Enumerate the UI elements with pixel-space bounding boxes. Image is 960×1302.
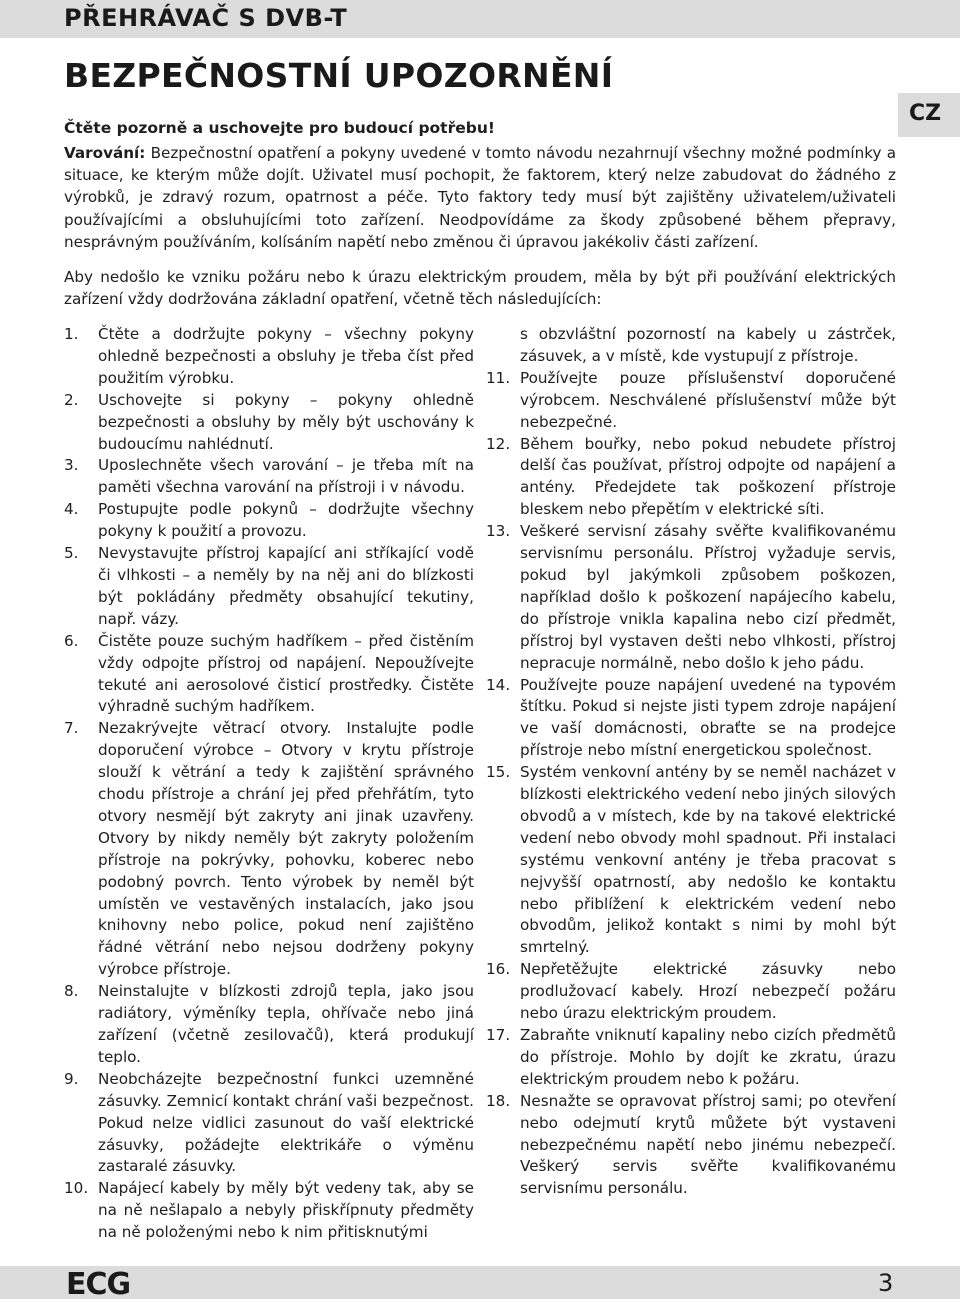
item-number: 12. xyxy=(486,434,511,453)
footer-band xyxy=(0,1266,960,1299)
list-item xyxy=(64,455,474,499)
item-text: Používejte pouze příslušenství doporučené výrobcem. Neschválené příslušenství může být nebezpečné. xyxy=(520,368,896,431)
list-item xyxy=(64,390,474,456)
item-text: Uposlechněte všech varování – je třeba mít na paměti všechna varování na přístroji i v návodu. xyxy=(98,456,474,497)
item-text: Čistěte pouze suchým hadříkem – před čistěním vždy odpojte přístroj od napájení. Nepoužívejte tekuté ani aerosolové čisticí prostředky. Čistěte výhradně suchým hadříkem. xyxy=(98,631,474,716)
language-tab xyxy=(898,93,960,137)
item-number: 8. xyxy=(64,982,79,1001)
intro-paragraph: Aby nedošlo ke vzniku požáru nebo k úrazu elektrickým proudem, měla by být při používání elektrických zařízení vždy dodržována základní opatření, včetně těch následujících: xyxy=(64,268,896,309)
list-item xyxy=(64,631,474,719)
item-number: 18. xyxy=(486,1091,511,1110)
item-number: 11. xyxy=(486,368,511,387)
item-number: 1. xyxy=(64,325,79,343)
list-item xyxy=(64,718,474,981)
item-text: Nepřetěžujte elektrické zásuvky nebo prodlužovací kabely. Hrozí nebezpečí požáru nebo úrazu elektrickým proudem. xyxy=(520,960,896,1023)
item-text: Postupujte podle pokynů – dodržujte všechny pokyny k použití a provozu. xyxy=(98,500,474,541)
item-number: 3. xyxy=(64,456,79,475)
subtitle: Čtěte pozorně a uschovejte pro budoucí potřebu! xyxy=(64,119,495,137)
item-number: 16. xyxy=(486,960,511,979)
page-title: BEZPEČNOSTNÍ UPOZORNĚNÍ xyxy=(64,56,614,95)
item-number: 17. xyxy=(486,1026,511,1044)
item-text: Používejte pouze napájení uvedené na typovém štítku. Pokud si nejste jisti typem zdroje napájení ve vaší domácnosti, obraťte se na prodejce přístroje nebo místní energetickou společnost. xyxy=(520,675,896,760)
item-text: Nesnažte se opravovat přístroj sami; po otevření nebo odejmutí krytů můžete být vystaveni nebezpečnému napětí nebo jinému nebezpečí. Veškerý servis svěřte kvalifikovanému servisnímu personálu. xyxy=(520,1091,896,1198)
item-text: Uschovejte si pokyny – pokyny ohledně bezpečnosti a obsluhy by měly být uschovány k budoucímu nahlédnutí. xyxy=(98,390,474,453)
list-item xyxy=(486,434,896,522)
item-number: 5. xyxy=(64,544,79,563)
list-item xyxy=(486,1091,896,1201)
right-column xyxy=(486,324,896,1200)
list-item xyxy=(486,959,896,1025)
item-text: Neobcházejte bezpečnostní funkci uzemněné zásuvky. Zemnicí kontakt chrání vaši bezpečnost. Pokud nelze vidlici zasunout do vaší elektrické zásuvky, požádejte elektrikáře o výměnu zastaralé zásuvky. xyxy=(98,1069,474,1176)
list-item xyxy=(64,543,474,631)
item-text: Nevystavujte přístroj kapající ani stříkající vodě či vlhkosti – a neměly by na něj ani do blízkosti být pokládány předměty obsahující tekutiny, např. vázy. xyxy=(98,544,474,628)
item-text: Systém venkovní antény by se neměl nacházet v blízkosti elektrického vedení nebo jiných silových obvodů a v místech, kde by na takové elektrické vedení nebo obvody mohl spadnout. Při instalaci systému venkovní antény je třeba pracovat s nejvyšší opatrností, aby nedošlo ke kontaktu nebo přiblížení k elektrickém vedení nebo obvodům, jelikož kontakt s nimi by mohl být smrtelný. xyxy=(520,763,896,957)
list-item xyxy=(486,1025,896,1091)
page-number: 3 xyxy=(878,1269,894,1297)
header-band xyxy=(0,0,960,38)
list-item xyxy=(486,762,896,959)
warning-text: Bezpečnostní opatření a pokyny uvedené v tomto návodu nezahrnují všechny možné podmínky a situace, ke kterým může dojít. Uživatel musí pochopit, že faktorem, který nelze zabudovat do žádného z výrobků, je zdravý rozum, opatrnost a péče. Tyto faktory tedy musí být zajištěny uživatelem/uživateli používajícími a obsluhujícími toto zařízení. Neodpovídáme za škody způsobené během přepravy, nesprávným používáním, kolísáním napětí nebo změnou či úpravou jakékoliv části zařízení. xyxy=(64,144,896,251)
item-text: Napájecí kabely by měly být vedeny tak, aby se na ně nešlapalo a nebyly přiskřípnuty předměty na ně položenými nebo k nim přitisknutými xyxy=(98,1179,474,1242)
item-text: Neinstalujte v blízkosti zdrojů tepla, jako jsou radiátory, výměníky tepla, ohřívače nebo jiná zařízení (včetně zesilovačů), která produkují teplo. xyxy=(98,982,474,1066)
left-column xyxy=(64,324,474,1244)
list-item xyxy=(486,675,896,763)
item-number: 9. xyxy=(64,1069,79,1088)
list-item xyxy=(64,324,474,390)
brand-logo: ECG xyxy=(66,1267,131,1302)
item-number: 10. xyxy=(64,1179,89,1198)
item-number: 15. xyxy=(486,763,511,782)
item-number: 13. xyxy=(486,522,511,541)
section-title: PŘEHRÁVAČ S DVB-T xyxy=(64,4,348,32)
item-text: Nezakrývejte větrací otvory. Instalujte podle doporučení výrobce – Otvory v krytu přístroje slouží k větrání a tedy k zajištění správného chodu přístroje a chrání jej před přehřátím, tyto otvory nesmějí být zakryty ani jinak uzavřeny. Otvory by nikdy neměly být zakryty položením přístroje na pokrývky, pohovku, koberec nebo podobný povrch. Tento výrobek by neměl být umístěn ve vestavěných instalacích, jako jsou knihovny nebo police, pokud není zajištěno řádné větrání nebo nejsou dodrženy pokyny výrobce přístroje. xyxy=(98,719,474,979)
item-10-continuation: s obzvláštní pozorností na kabely u zástrček, zásuvek, a v místě, kde vystupují z přístroje. xyxy=(520,325,896,365)
list-item xyxy=(486,368,896,434)
item-number: 14. xyxy=(486,675,511,694)
item-text: Veškeré servisní zásahy svěřte kvalifikovanému servisnímu personálu. Přístroj vyžaduje servis, pokud byl jakýmkoli způsobem poškozen, například došlo k poškození napájecího kabelu, do přístroje vnikla kapalina nebo cizí předmět, přístroj byl vystaven dešti nebo vlhkosti, přístroj nepracuje normálně, nebo došlo k jeho pádu. xyxy=(520,522,896,672)
warning-paragraph xyxy=(64,142,896,253)
list-item xyxy=(64,981,474,1069)
list-item xyxy=(64,1069,474,1179)
list-item xyxy=(64,499,474,543)
language-tab-label: CZ xyxy=(909,101,942,126)
item-number: 4. xyxy=(64,500,79,519)
item-text: Čtěte a dodržujte pokyny – všechny pokyny ohledně bezpečnosti a obsluhy je třeba číst před použitím výrobku. xyxy=(98,325,474,387)
item-text: Zabraňte vniknutí kapaliny nebo cizích předmětů do přístroje. Mohlo by dojít ke zkratu, úrazu elektrickým proudem nebo k požáru. xyxy=(520,1026,896,1088)
item-number: 7. xyxy=(64,719,79,738)
list-item xyxy=(64,1178,474,1244)
item-number: 6. xyxy=(64,631,79,650)
warning-label: Varování: xyxy=(64,144,146,162)
item-text: Během bouřky, nebo pokud nebudete přístroj delší čas používat, přístroj odpojte od napájení a antény. Předejdete tak poškození přístroje bleskem nebo přepětím v elektrické síti. xyxy=(520,434,896,519)
list-item xyxy=(486,521,896,674)
item-number: 2. xyxy=(64,390,79,409)
